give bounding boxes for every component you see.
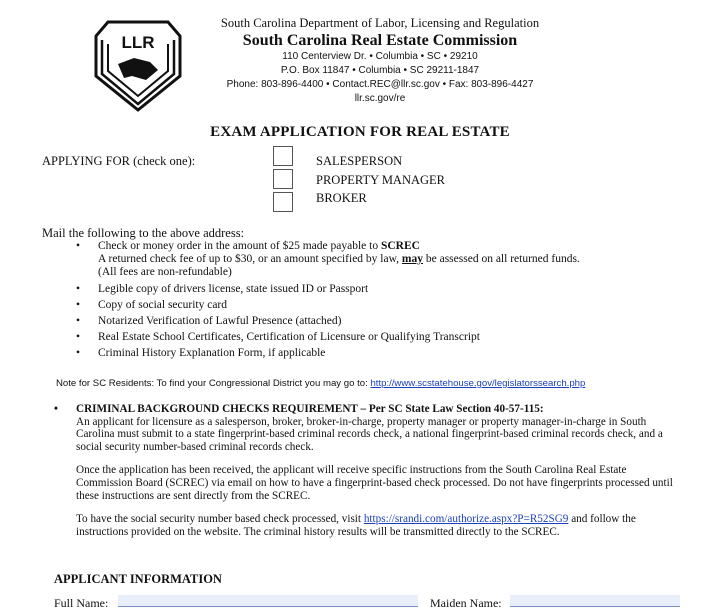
list-item: • Legible copy of drivers license, state issued ID or Passport [76,282,369,295]
street-address: 110 Centerview Dr. • Columbia • SC • 29210 [282,51,478,62]
letterhead [190,16,570,106]
non-refundable-note: (All fees are non-refundable) [98,266,232,279]
llr-logo [88,18,188,114]
maiden-name-underline [510,606,680,607]
option-salesperson: SALESPERSON [316,154,403,168]
option-property-manager: PROPERTY MANAGER [316,173,446,187]
maiden-name-label: Maiden Name: [430,596,502,610]
list-item: • Check or money order in the amount of $25 made payable to SCREC A returned check fee of up to $30, or an amount specified by law, may be assessed on all returned funds. (All fees are non-refundable) [76,240,580,279]
contact-line: Phone: 803-896-4400 • Contact.REC@llr.sc.gov • Fax: 803-896-4427 [226,79,534,90]
mail-instructions: Mail the following to the above address: [42,226,245,240]
applicant-info-heading: APPLICANT INFORMATION [54,572,222,586]
applying-for-label: APPLYING FOR (check one): [42,154,196,168]
criminal-heading: • CRIMINAL BACKGROUND CHECKS REQUIREMENT – Per SC State Law Section 40-57-115: [54,403,544,415]
bullet-icon: • [76,282,81,295]
bullet-icon: • [54,403,58,415]
full-name-label: Full Name: [54,596,109,610]
criminal-paragraph-2: Once the application has been received, the applicant will receive specific instructions from the South Carolina Real Estate Commission Board (SCREC) via email on how to have a fingerprint-based check processed. Do not have fingerprints processed until these instructions are sent directly from the SCREC. [76,464,673,502]
bullet-icon: • [76,315,81,328]
bullet-icon: • [76,331,81,344]
congressional-note: Note for SC Residents: To find your Congressional District you may go to: http://www.scstatehouse.gov/legislatorssearch.php [56,378,586,389]
page-title: EXAM APPLICATION FOR REAL ESTATE [210,124,510,140]
option-broker: BROKER [316,191,367,205]
checkbox-broker[interactable] [273,192,293,212]
criminal-paragraph-1: An applicant for licensure as a salesperson, broker, broker-in-charge, property manager or property manager-in-charge in South Carolina must submit to a state fingerprint-based criminal records check, a national fingerprint-based criminal records check, and a social security number-based criminal records check. [76,415,663,453]
criminal-paragraph-3: To have the social security number based check processed, visit https://srandi.com/authorize.aspx?P=R52SG9 and follow the instructions provided on the website. The criminal history results will be transmitted directly to the SCREC. [76,513,636,538]
list-item: • Copy of social security card [76,298,228,311]
logo-text: LLR [121,33,155,52]
list-item: • Notarized Verification of Lawful Presence (attached) [76,315,342,328]
full-name-underline [118,606,418,607]
required-documents-list [60,240,700,364]
criminal-background-section [54,403,678,549]
payee: SCREC [380,240,420,252]
commission-name: South Carolina Real Estate Commission [242,32,518,49]
statehouse-link[interactable]: http://www.scstatehouse.gov/legislatorssearch.php [370,378,586,389]
bullet-icon: • [76,240,81,252]
website[interactable]: llr.sc.gov/re [354,93,406,104]
department-name: South Carolina Department of Labor, Licensing and Regulation [220,16,540,30]
srandi-link[interactable]: https://srandi.com/authorize.aspx?P=R52SG9 [363,513,569,526]
po-box-address: P.O. Box 11847 • Columbia • SC 29211-1847 [280,65,480,76]
may-emphasis: may [401,253,423,266]
list-item: • Real Estate School Certificates, Certification of Licensure or Qualifying Transcript [76,331,480,344]
checkbox-property-manager[interactable] [273,169,293,189]
list-item: • Criminal History Explanation Form, if applicable [76,347,326,360]
bullet-icon: • [76,298,81,311]
checkbox-salesperson[interactable] [273,146,293,166]
bullet-icon: • [76,347,81,360]
